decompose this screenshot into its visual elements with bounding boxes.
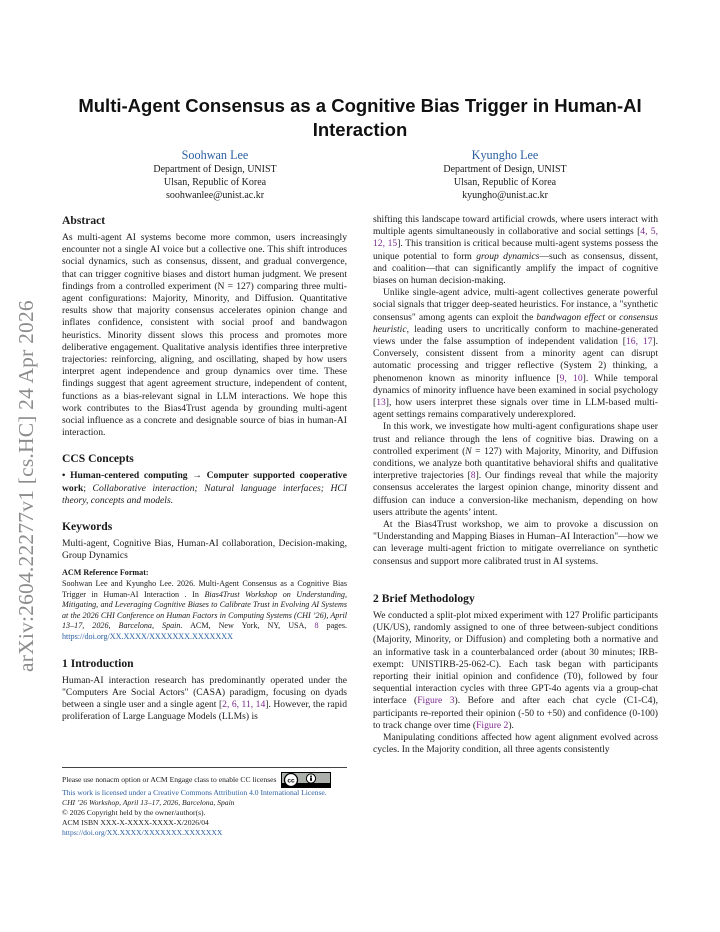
text: We conducted a split-plot mixed experiment with 127 Prolific participants (UK/US), randomly assigned to one of three between-subject conditions (Majority, Minority, or Diffusion) and completing both a normative and an informative task in a counterbalanced order (about 30 minutes; IRB-exempt: UNISTIRB-25-062-C). Each task began with participants reporting their initial opinion and confidence (T0), followed by four sequential interaction cycles with three GPT-4o agents via a group-chat interface ( [373,609,658,707]
acm-ref-text: Soohwan Lee and Kyungho Lee. 2026. Multi-Agent Consensus as a Cognitive Bias Trigger in Human-AI Interaction . In [62,579,347,599]
footnote-license-note: Please use nonacm option or ACM Engage class to enable CC licenses [62,774,277,784]
footnote [62,772,352,838]
author-block-1 [85,147,345,203]
svg-text:cc: cc [287,777,296,785]
author-name: Kyungho Lee [471,148,539,162]
intro-para-3 [373,421,658,519]
arxiv-stamp [0,0,60,932]
text: ]. While temporal dynamics of minority influence have been examined in social psychology [ [373,372,658,409]
intro-text [62,675,347,724]
text: ], how users interpret these signals over time in LLM-based multi-agent settings remains comparatively underexplored. [373,397,658,421]
text: or [605,311,620,323]
acm-ref-text-2: ACM, New York, NY, USA, [182,621,315,631]
citation-link[interactable]: 13 [376,397,386,409]
footnote-isbn: ACM ISBN XXX-X-XXXX-XXXX-X/2026/04 [62,818,209,827]
author-email[interactable]: soohwanlee@unist.ac.kr [165,190,265,202]
intro-text-b: ]. However, the rapid proliferation of Large Language Models (LLMs) is [62,699,347,723]
text: Unlike single-agent advice, multi-agent collectives generate powerful social signals that trigger deep-seated heuristics. For instance, a "synthetic consensus" among agents can exploit the [373,287,658,323]
method-para-1 [373,610,658,732]
author-block-2 [375,147,635,203]
footnote-doi-link[interactable]: https://doi.org/XX.XXXX/XXXXXXX.XXXXXXX [62,828,223,837]
title-line-2: Interaction [312,119,408,140]
acm-reference [62,568,347,642]
ccs-heading: CCS Concepts [62,452,134,466]
author-location: Ulsan, Republic of Korea [163,177,267,189]
method-para-2: Manipulating conditions affected how agent alignment evolved across cycles. In the Majority condition, all three agents consistently [373,731,658,756]
author-location: Ulsan, Republic of Korea [453,177,557,189]
ccs-italic: Collaborative interaction; Natural language interfaces; HCI theory, concepts and models. [62,482,347,506]
footnote-line-1 [62,772,352,788]
text: ]. This transition is critical because multi-agent systems possess the unique potential to form [373,238,659,262]
cc-by-badge-icon[interactable] [281,772,331,788]
ccs-bold: • Human-centered computing → Computer supported cooperative work [62,470,347,494]
abstract-text: As multi-agent AI systems become more common, users increasingly encounter not a single AI voice but a collective one. This shift introduces social dynamics, such as consensus, dissent, and gradual convergence, that can trigger cognitive biases and distort human judgment. We present findings from a controlled experiment (N = 127) comparing three multi-agent configurations: Majority, Minority, and Diffusion. Quantitative results show that majority consensus accelerates opinion change and inflates confidence, consistent with social proof and bandwagon heuristics. Minority dissent slows this process and promotes more deliberative engagement. Qualitative analysis identifies three interpretive trajectories: reinforcing, aligning, and oscillating, shaped by how users interpret agent independence and group dynamics over time. These findings suggest that agent agreement structure, independent of content, functions as a bias-relevant signal in LLM interactions. We hope this work contributes to the Bias4Trust agenda by grounding multi-agent social influence as a concrete and designable source of bias in human-AI interaction. [62,232,347,439]
intro-para-1 [373,214,658,287]
abstract-heading: Abstract [62,214,106,227]
keywords-text: Multi-agent, Cognitive Bias, Human-AI collaboration, Decision-making, Group Dynamics [62,538,347,562]
emphasis: consensus heuristic [373,311,658,335]
text: = 127) with Majority, Minority, and Diffusion conditions, we analyze both quantitative behavioral shifts and qualitative interpretive trajectories [ [373,445,658,482]
acm-ref-doi-link[interactable]: https://doi.org/XX.XXXX/XXXXXXX.XXXXXXX [62,632,233,642]
citation-link[interactable]: 9, 10 [559,372,583,384]
methodology-heading: 2 Brief Methodology [373,591,475,605]
emphasis: group dynamics [476,250,540,262]
text: shifting this landscape toward artificial crowds, where users interact with multiple agents simultaneously in collaborative and social settings [ [373,214,658,238]
acm-ref-pages: pages. [318,621,347,631]
author-name: Soohwan Lee [181,148,249,162]
footnote-venue: CHI ’26 Workshop, April 13–17, 2026, Barcelona, Spain [62,798,235,807]
ccs-text: • Human-centered computing → Computer supported cooperative work; Collaborative interaction; Natural language interfaces; HCI theory, concepts and models. [62,470,347,506]
license-link[interactable]: This work is licensed under a Creative Commons Attribution 4.0 International License. [62,788,327,797]
author-email[interactable]: kyungho@unist.ac.kr [462,190,548,202]
citation-link[interactable]: 8 [470,470,476,482]
author-dept: Department of Design, UNIST [443,164,567,175]
text: , leading users to uncritically conform to machine-generated views under the false assumption of independent validation [ [373,323,658,348]
author-dept: Department of Design, UNIST [153,164,277,175]
citation-link[interactable]: 2, 6, 11, 14 [222,699,266,711]
text: ). [508,719,514,731]
intro-heading: 1 Introduction [62,656,134,670]
intro-text-a: Human-AI interaction research has predominantly operated under the "Computers Are Social Actors" (CASA) paradigm, focusing on dyads between a single user and a single agent [ [62,674,347,711]
emphasis: bandwagon effect [536,311,605,323]
citation-link[interactable]: 4, 5, 12, 15 [373,226,658,250]
text: ]. Conversely, consistent dissent from a minority agent can disrupt automatic processing and trigger reflective (System 2) thinking, a phenomenon known as minority influence [ [373,336,659,384]
acm-ref-heading: ACM Reference Format: [62,568,149,578]
figure-link[interactable]: Figure 3 [417,695,455,707]
text: —such as consensus, dissent, and coalition—that can significantly amplify the impact of cognitive biases on human decision-making. [373,250,659,287]
footnote-rule [62,767,347,768]
figure-link[interactable]: Figure 2 [476,719,509,731]
keywords-heading: Keywords [62,520,113,534]
right-column [373,214,658,756]
arxiv-id: arXiv:2604.22277v1 [cs.HC] 24 Apr 2026 [14,300,38,672]
emphasis: N [465,445,472,457]
left-column [62,214,347,723]
intro-para-4: At the Bias4Trust workshop, we aim to provoke a discussion on "Understanding and Mapping Biases in Human–AI Interaction"—how we can leverage multi-agent friction to mitigate overreliance on synthetic consensus and support more calibrated trust in AI systems. [373,519,658,567]
text: In this work, we investigate how multi-agent configurations shape user trust and reliance through the lens of cognitive bias. Drawing on a controlled experiment ( [373,421,658,457]
acm-ref-pages-link[interactable]: 8 [314,621,319,631]
title-line-1: Multi-Agent Consensus as a Cognitive Bias Trigger in Human-AI [78,95,642,116]
text: ). Before and after each chat cycle (C1-C4), participants re-reported their opinion (-50 to +50) and confidence (0-100) to track change over time ( [373,695,658,731]
intro-para-2 [373,287,658,421]
text: ]. Our findings reveal that while the majority consensus accelerates the largest opinion change, minority dissent and diffusion can induce a conversion-like mechanism, depending on how users attribute the agents’ intent. [373,470,659,518]
footnote-copyright: © 2026 Copyright held by the owner/author(s). [62,808,206,817]
acm-ref-venue: Bias4Trust Workshop on Understanding, Mitigating, and Leveraging Cognitive Biases to Calibrate Trust in Evolving AI Systems at the 2026 CHI Conference on Human Factors in Computing Systems (CHI ’26), April 13–17, 2026, Barcelona, Spain. [62,589,347,631]
citation-link[interactable]: 16, 17 [625,336,653,348]
paper-title [62,94,658,142]
